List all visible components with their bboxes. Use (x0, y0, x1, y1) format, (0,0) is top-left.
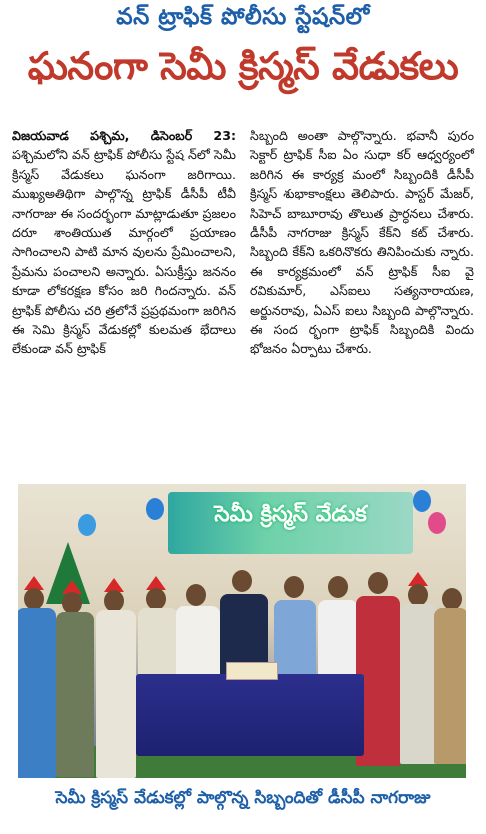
article-body (12, 126, 474, 476)
left-column-text: పశ్చిమలోని వన్ ట్రాఫిక్ పోలీసు స్టేష న్‌లో సెమీ క్రిస్మస్ వేడుకలు ఘనంగా జరిగాయి. ముఖ్యఅతిథిగా పాల్గొన్న ట్రాఫిక్ డీసీపీ టీవీ నాగరాజు ఈ సందర్భంగా మాట్లాడుతూ ప్రజలం దరూ శాంతియుత మార్గంలో ప్రయాణం సాగించాలని పాటి మాన వులను ప్రేమించాలని, ప్రేమను పంచాలని అన్నారు. ఏసుక్రీస్తు జననం కూడా లోకరక్షణ కోసం జరి గిందన్నారు. వన్ ట్రాఫిక్ పోలీసు చరి త్రలోనే ప్రప్రథమంగా జరిగిన ఈ సెమి క్రిస్మస్ వేడుకల్లో కులమత భేదాలు లేకుండా వన్ ట్రాఫిక్ (12, 147, 236, 357)
balloon (428, 512, 446, 534)
photo-caption: సెమీ క్రిస్మస్ వేడుకల్లో పాల్గొన్న సిబ్బందితో డీసీపీ నాగరాజు (55, 788, 431, 808)
article-kicker: వన్ ట్రాఫిక్ పోలీసు స్టేషన్‌లో (116, 4, 370, 30)
right-column-text: సిబ్బంది అంతా పాల్గొన్నారు. భవానీ పురం సెక్టార్ ట్రాఫిక్ సీఐ ఏం సుధా కర్ ఆధ్వర్యంలో జరిగిన ఈ కార్యక్ర మంలో సిబ్బందికి డీసీపీ క్రిస్మస్ శుభాకాంక్షలు తెలిపారు. పాస్టర్ మేజర్, సిహెచ్ బాబూరావు తొలుత ప్రార్ధనలు చేశారు. డీసీపీ నాగరాజు క్రిస్మస్ కేక్‌ని కట్ చేశారు. సిబ్బంది కేక్‌ని ఒకరినొకరు తినిపించుకు న్నారు. ఈ కార్యక్రమంలో వన్ ట్రాఫిక్ సీఐ వై రవికుమార్, ఎస్ఐలు సత్యనారాయణ, అర్జునరావు, ఏఎస్ ఐలు సిబ్బంది పాల్గొన్నారు. ఈ సంద ర్భంగా ట్రాఫిక్ సిబ్బందికి విందు భోజనం ఏర్పాటు చేశారు. (250, 128, 474, 357)
dateline: విజయవాడ పశ్చిమ, డిసెంబర్ 23: (12, 128, 236, 143)
christmas-cake (226, 662, 278, 680)
left-column (12, 126, 236, 476)
banner-text: సెమీ క్రిస్మస్ వేడుక (214, 502, 367, 527)
event-photo (18, 484, 466, 778)
balloon (146, 498, 164, 520)
balloon (78, 514, 96, 536)
article-headline: ఘనంగా సెమీ క్రిస్మస్ వేడుకలు (27, 44, 459, 88)
cake-table (136, 674, 364, 756)
balloon (413, 490, 431, 512)
right-column (250, 126, 474, 476)
